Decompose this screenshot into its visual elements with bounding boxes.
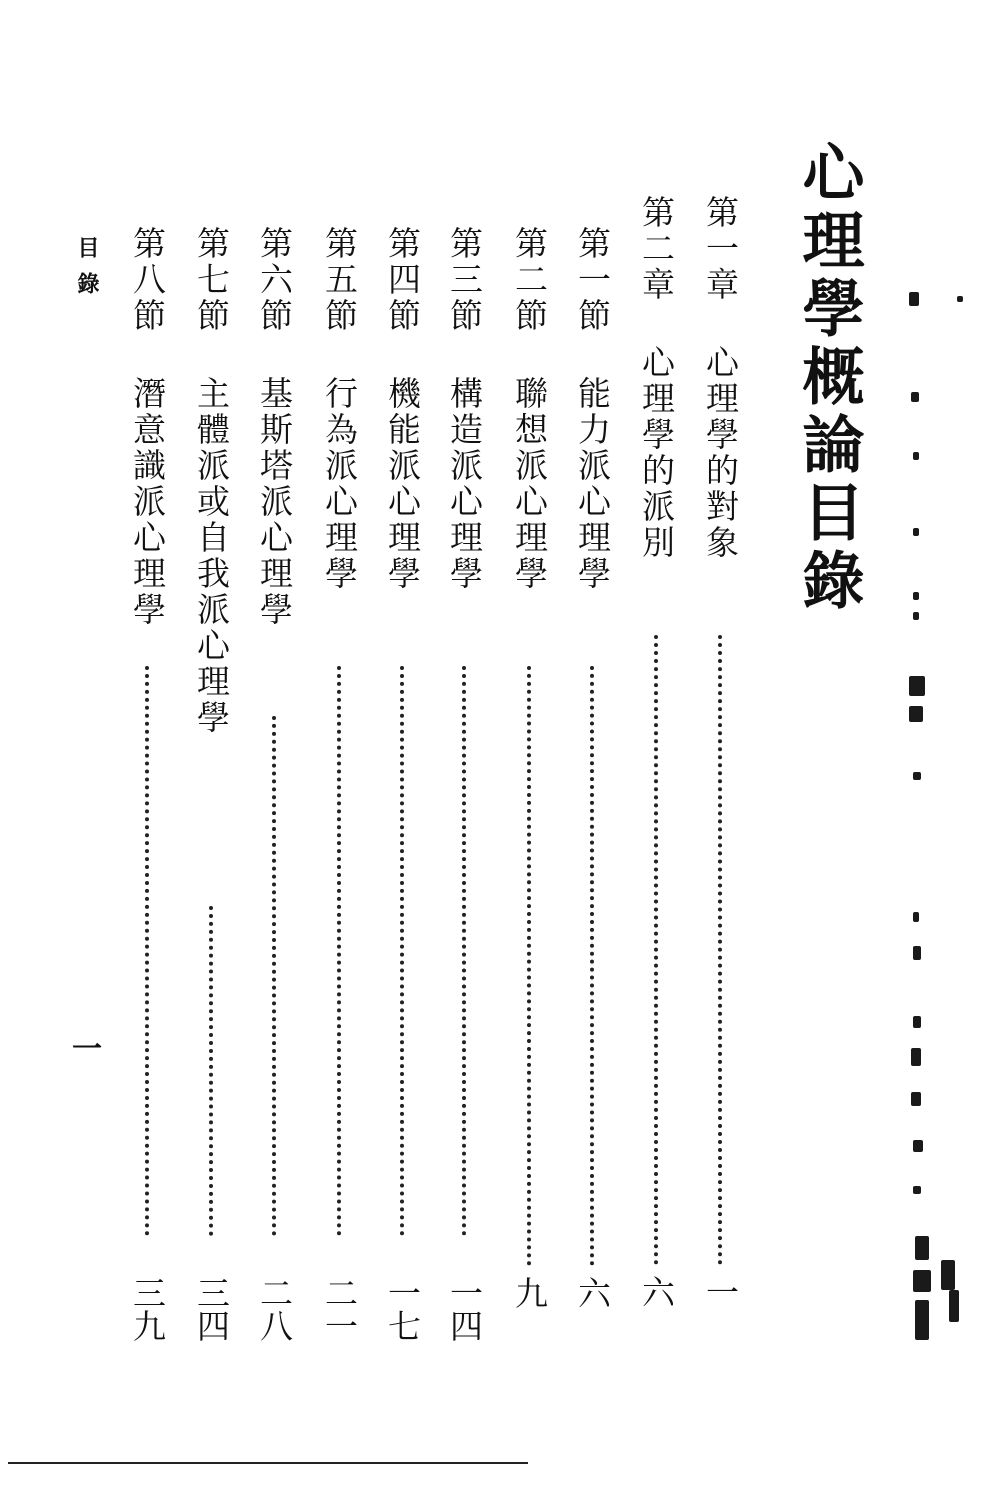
entry-number: 第二章 xyxy=(637,195,676,303)
entry-title: 能力派心理學 xyxy=(573,376,612,592)
leader-dots xyxy=(718,635,726,1265)
entry-title: 心理學的對象 xyxy=(701,345,740,561)
entry-title: 潛意識派心理學 xyxy=(128,376,167,628)
leader-dots xyxy=(462,666,470,1236)
entry-title: 聯想派心理學 xyxy=(510,376,549,592)
toc-entry xyxy=(188,226,234,1376)
leader-dots xyxy=(145,666,153,1236)
page-title: 心理學概論目錄 xyxy=(792,140,865,616)
entry-page: 一 xyxy=(701,1275,740,1308)
entry-page: 一七 xyxy=(383,1276,422,1342)
entry-number: 第五節 xyxy=(320,226,359,334)
toc-entry xyxy=(506,226,552,1376)
leader-dots xyxy=(209,906,217,1236)
entry-title: 主體派或自我派心理學 xyxy=(192,376,231,736)
leader-dots xyxy=(400,666,408,1236)
toc-entry xyxy=(441,226,487,1376)
running-header: 目錄 xyxy=(74,236,100,308)
entry-number: 第一章 xyxy=(701,195,740,303)
entry-page: 二八 xyxy=(255,1276,294,1342)
toc-entry xyxy=(251,226,297,1376)
scan-bleed-through xyxy=(905,0,975,1400)
entry-page: 六 xyxy=(637,1275,676,1308)
entry-number: 第六節 xyxy=(255,226,294,334)
toc-entry xyxy=(316,226,362,1376)
toc-entry xyxy=(569,226,615,1376)
entry-number: 第一節 xyxy=(573,226,612,334)
entry-number: 第八節 xyxy=(128,226,167,334)
leader-dots xyxy=(272,716,280,1236)
page-number: 一 xyxy=(72,1032,102,1067)
entry-page: 六 xyxy=(573,1276,612,1309)
leader-dots xyxy=(337,666,345,1236)
entry-page: 三四 xyxy=(192,1276,231,1342)
toc-entry xyxy=(379,226,425,1376)
entry-title: 心理學的派別 xyxy=(637,345,676,561)
bottom-rule xyxy=(8,1462,528,1464)
leader-dots xyxy=(654,635,662,1265)
entry-number: 第七節 xyxy=(192,226,231,334)
entry-title: 基斯塔派心理學 xyxy=(255,376,294,628)
entry-title: 構造派心理學 xyxy=(445,376,484,592)
entry-page: 九 xyxy=(510,1276,549,1309)
entry-number: 第三節 xyxy=(445,226,484,334)
toc-entry xyxy=(124,226,170,1376)
entry-number: 第四節 xyxy=(383,226,422,334)
entry-page: 一四 xyxy=(445,1276,484,1342)
entry-page: 三九 xyxy=(128,1276,167,1342)
entry-title: 行為派心理學 xyxy=(320,376,359,592)
leader-dots xyxy=(527,666,535,1266)
leader-dots xyxy=(590,666,598,1266)
entry-number: 第二節 xyxy=(510,226,549,334)
entry-page: 二一 xyxy=(320,1276,359,1342)
toc-entry xyxy=(697,195,743,1345)
entry-title: 機能派心理學 xyxy=(383,376,422,592)
toc-entry xyxy=(633,195,679,1345)
